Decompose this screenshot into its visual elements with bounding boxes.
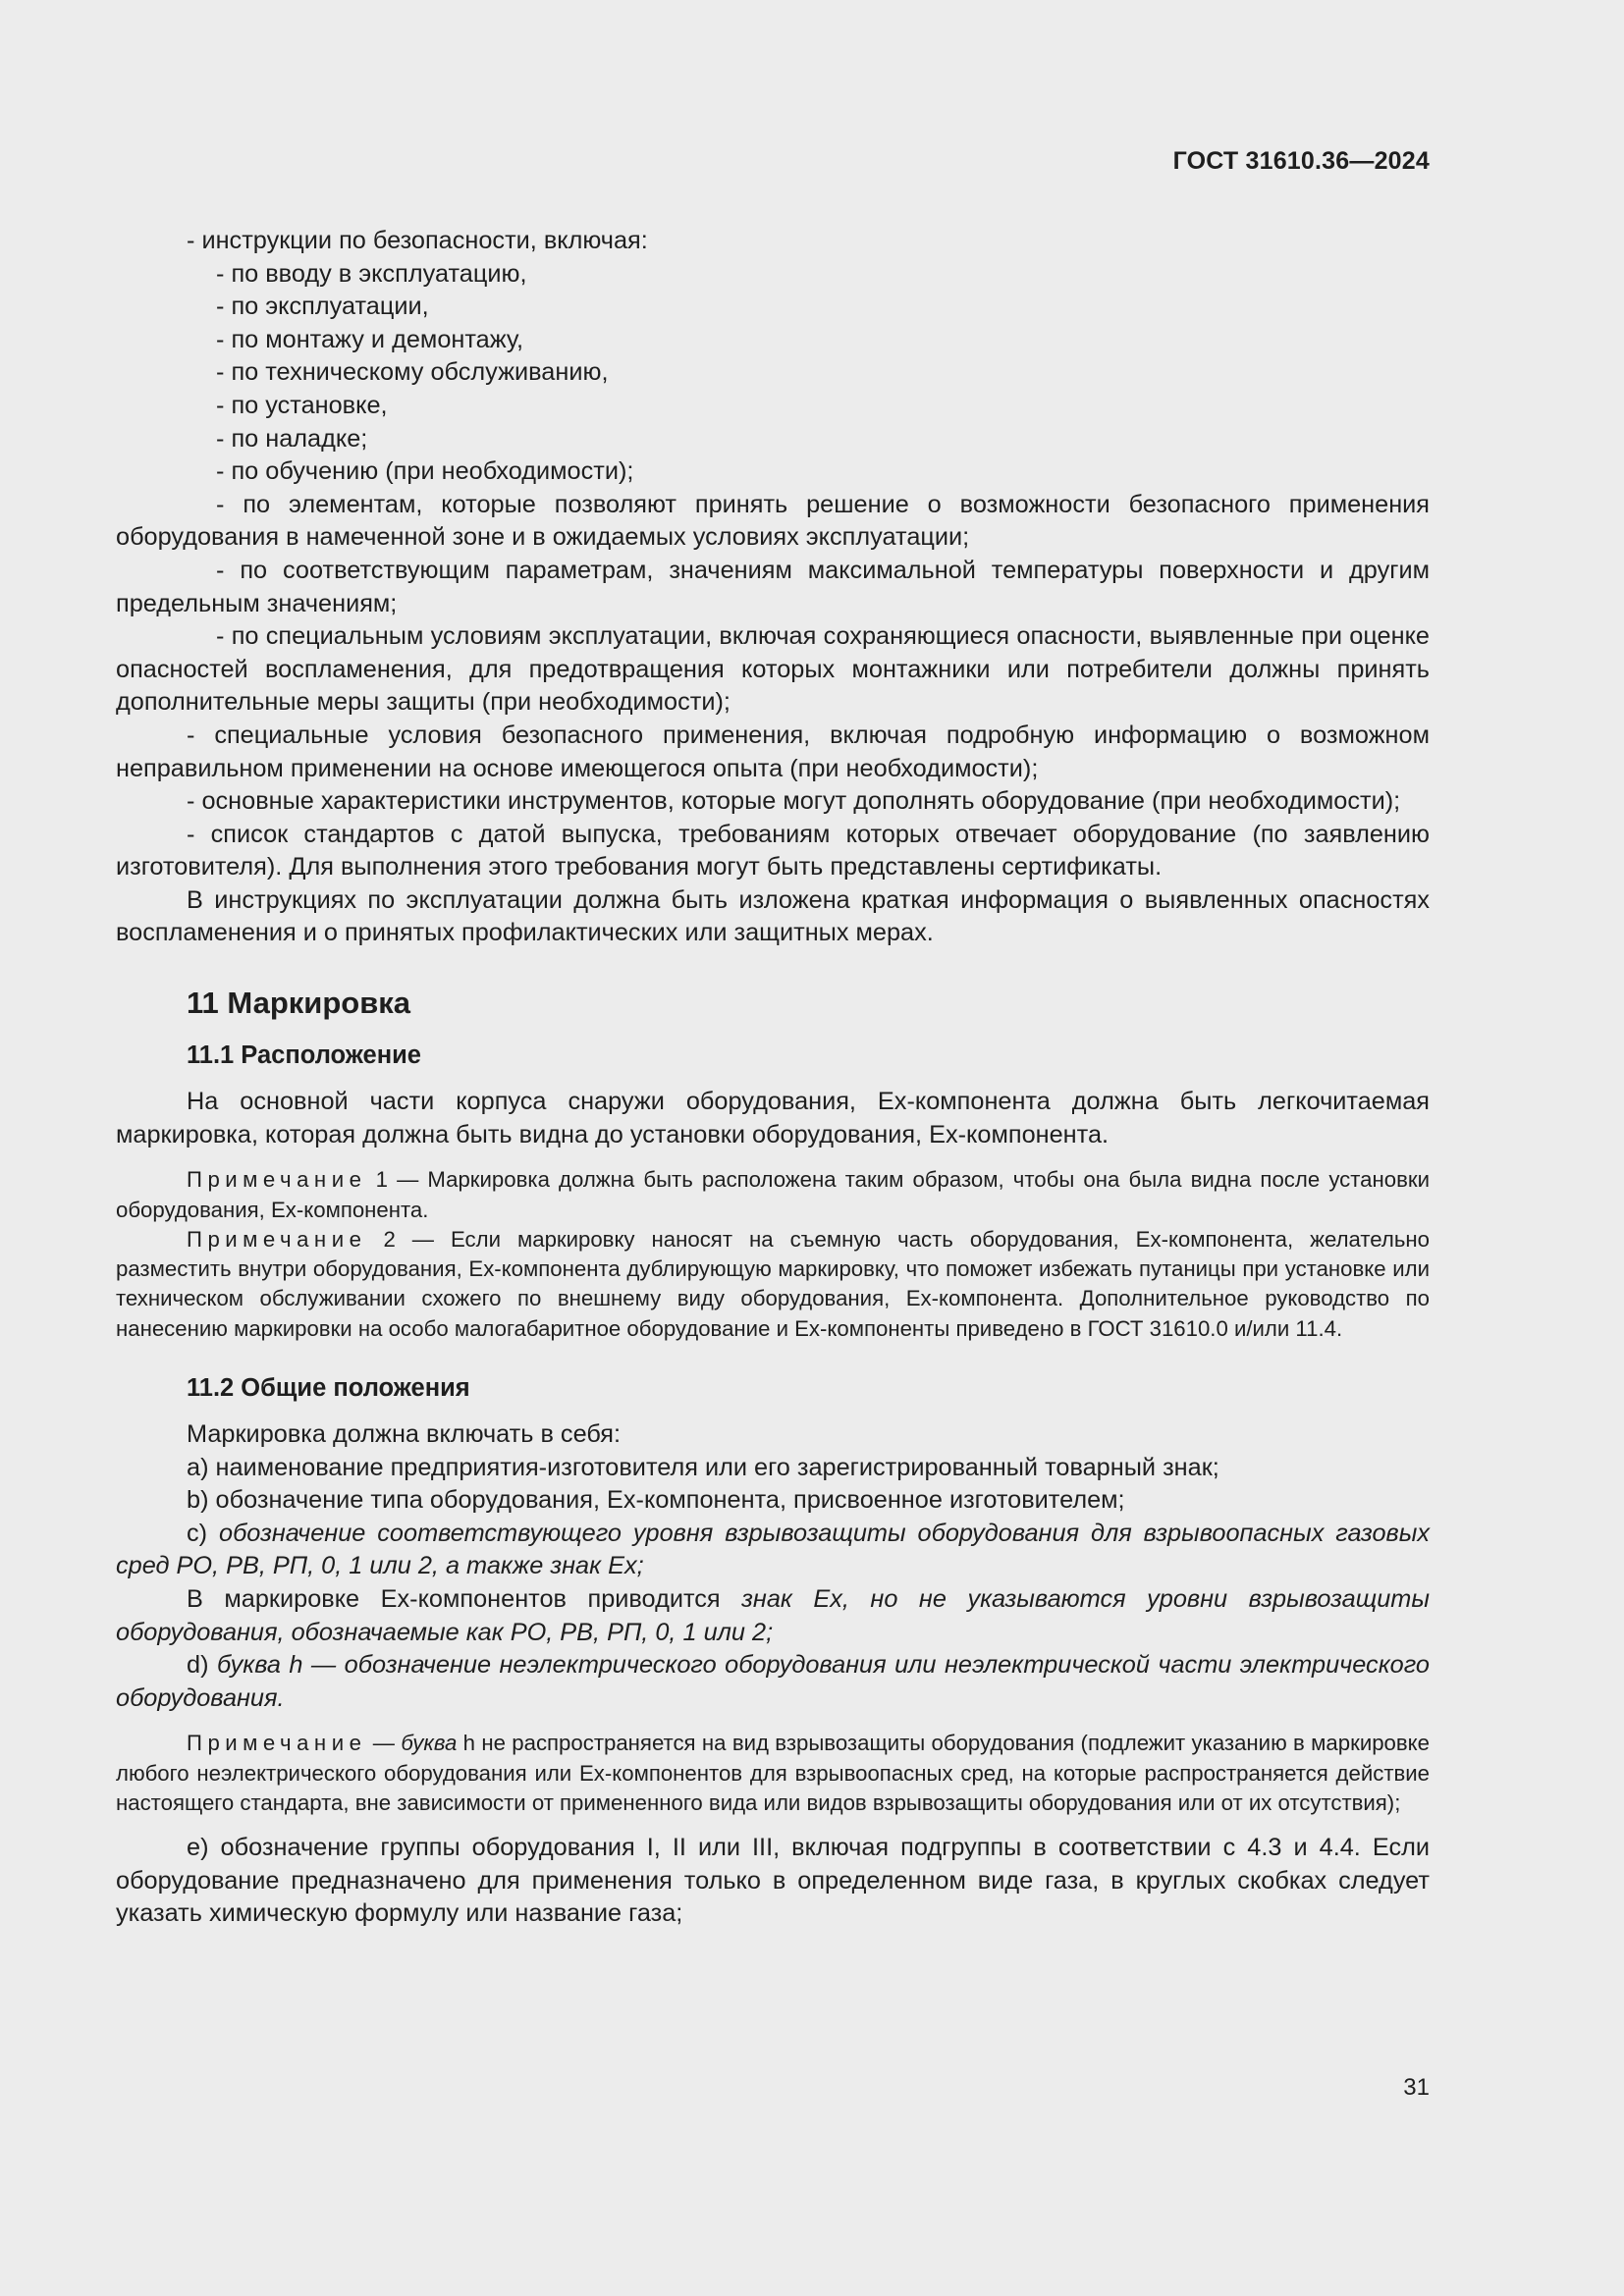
list-item: - по монтажу и демонтажу, — [216, 325, 524, 353]
item-c-prefix: c) — [187, 1519, 219, 1547]
list-item: - по наладке; — [216, 424, 368, 453]
item-e: е) обозначение группы оборудования I, II или III, включая подгруппы в соответствии с 4.3 и 4.4. Если оборудование предназначено для применения только в определенном виде газа, в круглых скобках следует указать химическую формулу или название газа; — [116, 1834, 1430, 1928]
ex-component-italic: знак Ex, но не указываются уровни взрывозащиты оборудования, обозначаемые как РО, РВ, РП, 0, 1 или 2; — [116, 1585, 1430, 1646]
item-a: а) наименование предприятия-изготовителя или его зарегистрированный товарный знак; — [187, 1453, 1219, 1481]
list-item: В инструкциях по эксплуатации должна быть изложена краткая информация о выявленных опасностях воспламенения и о принятых профилактических или защитных мерах. — [116, 885, 1430, 947]
item-c-text: обозначение соответствующего уровня взрывозащиты оборудования для взрывоопасных газовых сред РО, РВ, РП, 0, 1 или 2, а также знак Ex; — [116, 1519, 1430, 1580]
note-h-text: h не распространяется на вид взрывозащиты оборудования (подлежит указанию в маркировке любого неэлектрического оборудования или Ex-компонентов для взрывоопасных сред, на которые распространяется действие настоящего стандарта, вне зависимости от примененного вида или видов взрывозащиты оборудования или от их отсутствия); — [116, 1731, 1430, 1815]
list-item: - по элементам, которые позволяют принять решение о возможности безопасного применения оборудования в намеченной зоне и в ожидаемых условиях эксплуатации; — [116, 490, 1430, 552]
document-header: ГОСТ 31610.36—2024 — [1172, 147, 1430, 175]
note-2-text: 2 — Если маркировку наносят на съемную часть оборудования, Ex-компонента, желательно разместить внутри оборудования, Ex-компонента дублирующую маркировку, что поможет избежать путаницы при установке или техническом обслуживании схожего по внешнему виду оборудования, Ex-компонента. Дополнительное руководство по нанесению маркировки на особо малогабаритное оборудование и Ex-компоненты приведено в ГОСТ 31610.0 и/или 11.4. — [116, 1226, 1430, 1341]
note-h-label: Примечание — [187, 1731, 367, 1756]
page-number: 31 — [1403, 2074, 1430, 2101]
safety-instructions-list — [116, 225, 1430, 950]
list-item: - по техническому обслуживанию, — [216, 358, 609, 387]
ex-component-paragraph — [116, 1583, 1430, 1649]
note-1 — [116, 1165, 1430, 1225]
note-1-label: Примечание — [187, 1167, 367, 1193]
note-h — [116, 1729, 1430, 1818]
list-item: - по установке, — [216, 391, 388, 419]
list-item: - по соответствующим параметрам, значениям максимальной температуры поверхности и другим предельным значениям; — [116, 556, 1430, 617]
section-11-2-intro: Маркировка должна включать в себя: — [187, 1420, 622, 1449]
list-item: - инструкции по безопасности, включая: — [187, 227, 648, 254]
item-d — [116, 1649, 1430, 1715]
section-11-1-heading: 11.1 Расположение — [187, 1041, 421, 1070]
item-d-text: буква h — обозначение неэлектрического оборудования или неэлектрической части электрического оборудования. — [116, 1651, 1430, 1712]
note-2 — [116, 1225, 1430, 1344]
list-item: - специальные условия безопасного применения, включая подробную информацию о возможном неправильном применении на основе имеющегося опыта (при необходимости); — [116, 721, 1430, 782]
list-item: - список стандартов с датой выпуска, требованиям которых отвечает оборудование (по заявлению изготовителя). Для выполнения этого требования могут быть представлены сертификаты. — [116, 820, 1430, 881]
list-item: - по специальным условиям эксплуатации, включая сохраняющиеся опасности, выявленные при оценке опасностей воспламенения, для предотвращения которых монтажники или потребители должны принять дополнительные меры защиты (при необходимости); — [116, 622, 1430, 717]
section-11-1-paragraph: На основной части корпуса снаружи оборудования, Ex-компонента должна быть легкочитаемая маркировка, которая должна быть видна до установки оборудования, Ex-компонента. — [116, 1088, 1430, 1148]
note-h-dash: — — [366, 1731, 402, 1756]
note-2-label: Примечание — [187, 1226, 367, 1252]
list-item: - по вводу в эксплуатацию, — [216, 259, 527, 288]
note-1-text: 1 — Маркировка должна быть расположена таким образом, чтобы она была видна после установки оборудования, Ex-компонента. — [116, 1167, 1430, 1222]
ex-component-plain: В маркировке Ex-компонентов приводится — [187, 1585, 742, 1613]
section-11-heading: 11 Маркировка — [187, 986, 411, 1021]
list-item: - основные характеристики инструментов, которые могут дополнять оборудование (при необходимости); — [187, 787, 1401, 816]
item-c — [116, 1518, 1430, 1583]
list-item: - по эксплуатации, — [216, 293, 429, 321]
note-h-italic: буква — [401, 1731, 458, 1756]
page-content — [116, 225, 1430, 1931]
list-item: - по обучению (при необходимости); — [216, 457, 634, 486]
section-11-2-heading: 11.2 Общие положения — [187, 1374, 470, 1403]
item-d-prefix: d) — [187, 1651, 217, 1680]
item-b: b) обозначение типа оборудования, Ex-компонента, присвоенное изготовителем; — [187, 1486, 1125, 1515]
